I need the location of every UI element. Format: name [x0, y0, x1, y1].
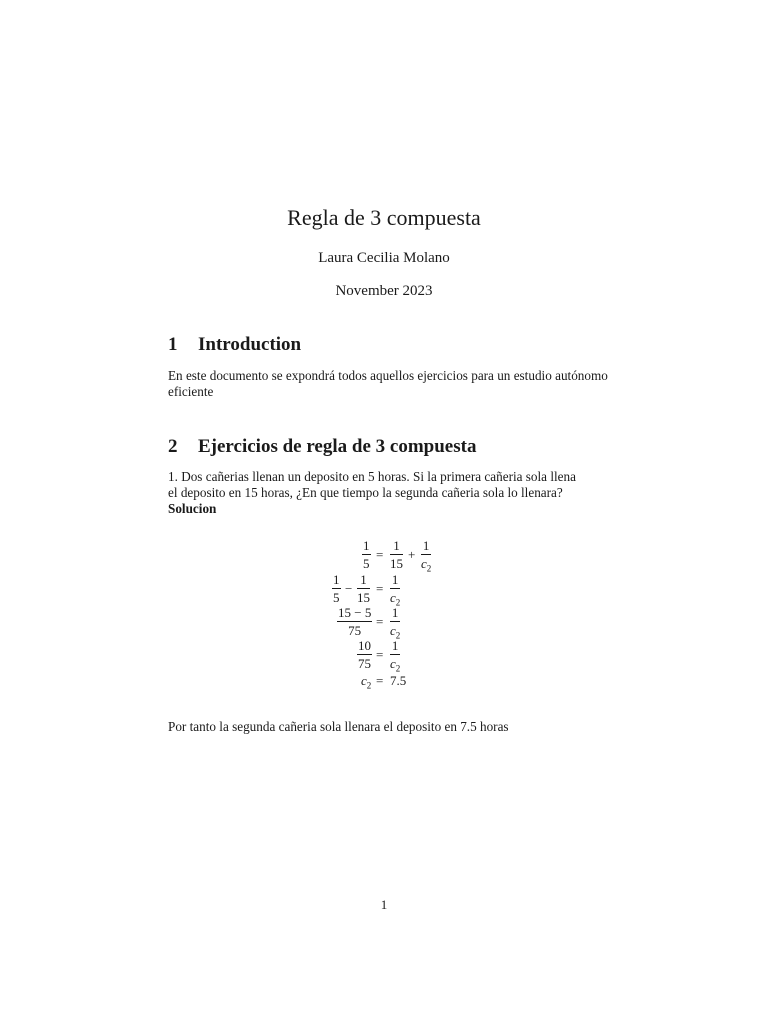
- result-value: 7.5: [390, 673, 407, 688]
- denominator: $c_2$: [390, 656, 401, 674]
- fraction: [332, 573, 341, 604]
- equals-sign: =: [376, 614, 384, 629]
- numerator: 1: [390, 539, 403, 555]
- minus-sign: −: [345, 581, 353, 596]
- numerator: 1: [391, 605, 399, 620]
- denominator: 5: [363, 556, 370, 571]
- denominator: 15: [390, 556, 403, 571]
- equals-sign: =: [376, 673, 384, 688]
- problem-line: el deposito en 15 horas, ¿En que tiempo la segunda cañeria sola lo llenara?: [168, 485, 563, 500]
- numerator: 1: [391, 638, 399, 653]
- fraction: [357, 573, 370, 604]
- equals-sign: =: [376, 647, 384, 662]
- variable-c2: $c_2$: [361, 673, 372, 691]
- numerator: 1: [357, 573, 370, 589]
- introduction-paragraph: En este documento se expondrá todos aquellos ejercicios para un estudio autónomo eficiente: [168, 368, 608, 399]
- denominator: 75: [358, 656, 371, 671]
- numerator: 15 − 5: [338, 605, 372, 620]
- fraction: [421, 539, 431, 574]
- equals-sign: =: [376, 581, 384, 596]
- fraction: [337, 606, 372, 637]
- conclusion-paragraph: Por tanto la segunda cañeria sola llenara el deposito en 7.5 horas: [168, 719, 509, 734]
- denominator: $c_2$: [421, 556, 432, 574]
- denominator: 5: [333, 590, 340, 605]
- fraction: [390, 639, 400, 674]
- solution-label: Solucion: [168, 501, 217, 516]
- section-title: Ejercicios de regla de 3 compuesta: [198, 436, 477, 457]
- numerator: 1: [422, 538, 430, 553]
- fraction: [362, 539, 371, 570]
- numerator: 10: [358, 638, 371, 653]
- plus-sign: +: [408, 547, 416, 562]
- denominator: $c_2$: [390, 590, 401, 608]
- document-author: Laura Cecilia Molano: [318, 250, 450, 266]
- denominator: $c_2$: [390, 623, 401, 641]
- section-title: Introduction: [198, 334, 302, 355]
- document-title: Regla de 3 compuesta: [287, 205, 481, 230]
- numerator: 1: [391, 572, 399, 587]
- numerator: 1: [333, 572, 340, 587]
- denominator: 75: [348, 623, 362, 638]
- fraction: [390, 539, 403, 570]
- numerator: 1: [363, 538, 370, 553]
- denominator: 15: [357, 590, 370, 605]
- fraction: [390, 606, 400, 641]
- problem-line: 1. Dos cañerias llenan un deposito en 5 horas. Si la primera cañeria sola llena: [168, 469, 576, 484]
- section-number: 1: [168, 334, 178, 355]
- page-number: 1: [380, 897, 388, 912]
- document-date: November 2023: [335, 283, 433, 299]
- equals-sign: =: [376, 547, 384, 562]
- section-number: 2: [168, 436, 178, 457]
- fraction: [357, 639, 372, 670]
- fraction: [390, 573, 400, 608]
